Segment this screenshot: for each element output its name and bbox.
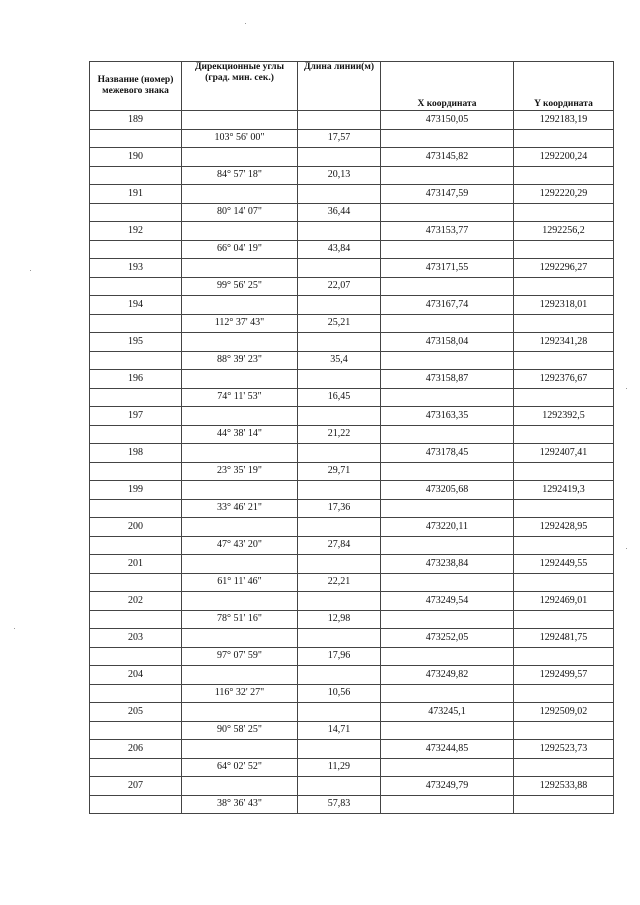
mark-name-cell: 193 <box>90 259 182 278</box>
x-coordinate-cell <box>381 795 514 814</box>
y-coordinate-cell <box>514 240 614 259</box>
x-coordinate-cell <box>381 425 514 444</box>
y-coordinate-cell <box>514 314 614 333</box>
mark-name-cell <box>90 203 182 222</box>
line-length-cell <box>298 407 381 426</box>
line-length-cell: 57,83 <box>298 795 381 814</box>
table-row <box>90 111 614 130</box>
x-coordinate-cell: 473145,82 <box>381 148 514 167</box>
direction-angle-cell <box>182 592 298 611</box>
table-row <box>90 462 614 481</box>
direction-angle-cell: 38° 36' 43" <box>182 795 298 814</box>
direction-angle-cell <box>182 296 298 315</box>
y-coordinate-cell: 1292533,88 <box>514 777 614 796</box>
x-coordinate-cell <box>381 758 514 777</box>
table-row <box>90 129 614 148</box>
table-row <box>90 777 614 796</box>
x-coordinate-cell <box>381 240 514 259</box>
table-row <box>90 610 614 629</box>
direction-angle-cell <box>182 333 298 352</box>
direction-angle-cell: 61° 11' 46" <box>182 573 298 592</box>
line-length-cell: 20,13 <box>298 166 381 185</box>
line-length-cell <box>298 666 381 685</box>
table-row <box>90 259 614 278</box>
y-coordinate-cell <box>514 129 614 148</box>
x-coordinate-cell <box>381 462 514 481</box>
x-coordinate-cell <box>381 129 514 148</box>
table-row <box>90 314 614 333</box>
x-coordinate-cell <box>381 573 514 592</box>
direction-angle-cell: 84° 57' 18" <box>182 166 298 185</box>
table-body <box>90 111 614 814</box>
y-coordinate-cell <box>514 647 614 666</box>
y-coordinate-cell: 1292376,67 <box>514 370 614 389</box>
direction-angle-cell <box>182 481 298 500</box>
mark-name-cell <box>90 795 182 814</box>
direction-angle-cell: 116° 32' 27" <box>182 684 298 703</box>
x-coordinate-cell <box>381 351 514 370</box>
header-y-coordinate: Y координата <box>514 62 614 111</box>
x-coordinate-cell: 473249,79 <box>381 777 514 796</box>
x-coordinate-cell: 473245,1 <box>381 703 514 722</box>
line-length-cell <box>298 592 381 611</box>
direction-angle-cell <box>182 259 298 278</box>
direction-angle-cell <box>182 555 298 574</box>
x-coordinate-cell: 473147,59 <box>381 185 514 204</box>
y-coordinate-cell <box>514 425 614 444</box>
mark-name-cell: 196 <box>90 370 182 389</box>
table-row <box>90 388 614 407</box>
y-coordinate-cell: 1292419,3 <box>514 481 614 500</box>
table-row <box>90 703 614 722</box>
line-length-cell: 35,4 <box>298 351 381 370</box>
mark-name-cell: 206 <box>90 740 182 759</box>
line-length-cell: 43,84 <box>298 240 381 259</box>
y-coordinate-cell <box>514 277 614 296</box>
header-boundary-mark-name: Название (номер) межевого знака <box>90 62 182 111</box>
direction-angle-cell: 88° 39' 23" <box>182 351 298 370</box>
mark-name-cell <box>90 499 182 518</box>
x-coordinate-cell: 473178,45 <box>381 444 514 463</box>
x-coordinate-cell <box>381 203 514 222</box>
direction-angle-cell: 33° 46' 21" <box>182 499 298 518</box>
line-length-cell: 17,57 <box>298 129 381 148</box>
line-length-cell <box>298 481 381 500</box>
direction-angle-cell: 78° 51' 16" <box>182 610 298 629</box>
line-length-cell <box>298 629 381 648</box>
direction-angle-cell: 64° 02' 52" <box>182 758 298 777</box>
line-length-cell: 25,21 <box>298 314 381 333</box>
x-coordinate-cell: 473249,82 <box>381 666 514 685</box>
line-length-cell: 29,71 <box>298 462 381 481</box>
scan-speck <box>626 548 627 549</box>
table-header-row <box>90 62 614 111</box>
mark-name-cell: 195 <box>90 333 182 352</box>
y-coordinate-cell: 1292407,41 <box>514 444 614 463</box>
direction-angle-cell <box>182 370 298 389</box>
y-coordinate-cell: 1292481,75 <box>514 629 614 648</box>
y-coordinate-cell <box>514 166 614 185</box>
y-coordinate-cell: 1292499,57 <box>514 666 614 685</box>
y-coordinate-cell <box>514 203 614 222</box>
line-length-cell <box>298 185 381 204</box>
line-length-cell <box>298 148 381 167</box>
line-length-cell: 10,56 <box>298 684 381 703</box>
y-coordinate-cell <box>514 610 614 629</box>
table-row <box>90 481 614 500</box>
line-length-cell: 16,45 <box>298 388 381 407</box>
table-row <box>90 370 614 389</box>
mark-name-cell <box>90 166 182 185</box>
line-length-cell: 14,71 <box>298 721 381 740</box>
x-coordinate-cell <box>381 166 514 185</box>
mark-name-cell: 191 <box>90 185 182 204</box>
direction-angle-cell <box>182 407 298 426</box>
table-row <box>90 629 614 648</box>
x-coordinate-cell: 473171,55 <box>381 259 514 278</box>
table-row <box>90 592 614 611</box>
direction-angle-cell: 99° 56' 25" <box>182 277 298 296</box>
table-row <box>90 499 614 518</box>
line-length-cell: 22,21 <box>298 573 381 592</box>
x-coordinate-cell <box>381 721 514 740</box>
direction-angle-cell <box>182 185 298 204</box>
line-length-cell <box>298 518 381 537</box>
direction-angle-cell: 80° 14' 07" <box>182 203 298 222</box>
direction-angle-cell: 66° 04' 19" <box>182 240 298 259</box>
mark-name-cell: 202 <box>90 592 182 611</box>
mark-name-cell <box>90 610 182 629</box>
y-coordinate-cell: 1292296,27 <box>514 259 614 278</box>
table-row <box>90 758 614 777</box>
x-coordinate-cell: 473163,35 <box>381 407 514 426</box>
mark-name-cell: 203 <box>90 629 182 648</box>
y-coordinate-cell: 1292469,01 <box>514 592 614 611</box>
direction-angle-cell: 112° 37' 43" <box>182 314 298 333</box>
table-row <box>90 647 614 666</box>
table-row <box>90 222 614 241</box>
x-coordinate-cell: 473150,05 <box>381 111 514 130</box>
line-length-cell <box>298 222 381 241</box>
direction-angle-cell: 103° 56' 00" <box>182 129 298 148</box>
line-length-cell <box>298 370 381 389</box>
direction-angle-cell: 97° 07' 59" <box>182 647 298 666</box>
table-row <box>90 407 614 426</box>
table-row <box>90 555 614 574</box>
mark-name-cell <box>90 758 182 777</box>
direction-angle-cell: 44° 38' 14" <box>182 425 298 444</box>
x-coordinate-cell: 473244,85 <box>381 740 514 759</box>
line-length-cell <box>298 296 381 315</box>
table-row <box>90 333 614 352</box>
y-coordinate-cell <box>514 758 614 777</box>
x-coordinate-cell <box>381 314 514 333</box>
x-coordinate-cell <box>381 277 514 296</box>
line-length-cell <box>298 777 381 796</box>
direction-angle-cell <box>182 703 298 722</box>
mark-name-cell <box>90 721 182 740</box>
x-coordinate-cell: 473205,68 <box>381 481 514 500</box>
x-coordinate-cell: 473167,74 <box>381 296 514 315</box>
y-coordinate-cell: 1292341,28 <box>514 333 614 352</box>
mark-name-cell <box>90 425 182 444</box>
table-row <box>90 203 614 222</box>
mark-name-cell <box>90 536 182 555</box>
direction-angle-cell: 47° 43' 20" <box>182 536 298 555</box>
mark-name-cell: 207 <box>90 777 182 796</box>
y-coordinate-cell: 1292523,73 <box>514 740 614 759</box>
direction-angle-cell: 23° 35' 19" <box>182 462 298 481</box>
table-row <box>90 740 614 759</box>
y-coordinate-cell <box>514 536 614 555</box>
x-coordinate-cell <box>381 610 514 629</box>
mark-name-cell: 201 <box>90 555 182 574</box>
direction-angle-cell <box>182 444 298 463</box>
x-coordinate-cell <box>381 684 514 703</box>
y-coordinate-cell: 1292392,5 <box>514 407 614 426</box>
line-length-cell: 21,22 <box>298 425 381 444</box>
mark-name-cell <box>90 647 182 666</box>
line-length-cell <box>298 333 381 352</box>
mark-name-cell <box>90 129 182 148</box>
table-row <box>90 721 614 740</box>
table-row <box>90 684 614 703</box>
y-coordinate-cell <box>514 684 614 703</box>
direction-angle-cell <box>182 777 298 796</box>
y-coordinate-cell <box>514 795 614 814</box>
x-coordinate-cell: 473158,04 <box>381 333 514 352</box>
line-length-cell: 36,44 <box>298 203 381 222</box>
table-row <box>90 185 614 204</box>
y-coordinate-cell: 1292428,95 <box>514 518 614 537</box>
line-length-cell: 22,07 <box>298 277 381 296</box>
line-length-cell <box>298 259 381 278</box>
table-row <box>90 666 614 685</box>
line-length-cell <box>298 555 381 574</box>
direction-angle-cell <box>182 222 298 241</box>
table-row <box>90 351 614 370</box>
mark-name-cell: 198 <box>90 444 182 463</box>
line-length-cell <box>298 444 381 463</box>
x-coordinate-cell: 473220,11 <box>381 518 514 537</box>
x-coordinate-cell <box>381 499 514 518</box>
table-row <box>90 240 614 259</box>
y-coordinate-cell <box>514 499 614 518</box>
y-coordinate-cell <box>514 573 614 592</box>
mark-name-cell <box>90 240 182 259</box>
mark-name-cell <box>90 462 182 481</box>
header-x-coordinate: X координата <box>381 62 514 111</box>
mark-name-cell: 189 <box>90 111 182 130</box>
x-coordinate-cell: 473238,84 <box>381 555 514 574</box>
direction-angle-cell <box>182 629 298 648</box>
mark-name-cell <box>90 388 182 407</box>
direction-angle-cell <box>182 740 298 759</box>
line-length-cell <box>298 111 381 130</box>
line-length-cell <box>298 703 381 722</box>
scan-speck <box>30 270 31 271</box>
scan-speck <box>14 628 15 629</box>
y-coordinate-cell: 1292256,2 <box>514 222 614 241</box>
y-coordinate-cell <box>514 388 614 407</box>
mark-name-cell: 199 <box>90 481 182 500</box>
header-direction-angle: Дирекционные углы (град. мин. сек.) <box>182 62 298 111</box>
direction-angle-cell <box>182 148 298 167</box>
table-row <box>90 536 614 555</box>
x-coordinate-cell: 473252,05 <box>381 629 514 648</box>
mark-name-cell <box>90 684 182 703</box>
y-coordinate-cell: 1292183,19 <box>514 111 614 130</box>
mark-name-cell <box>90 351 182 370</box>
x-coordinate-cell <box>381 388 514 407</box>
table-row <box>90 795 614 814</box>
x-coordinate-cell <box>381 536 514 555</box>
table-row <box>90 166 614 185</box>
y-coordinate-cell: 1292318,01 <box>514 296 614 315</box>
direction-angle-cell: 74° 11' 53" <box>182 388 298 407</box>
y-coordinate-cell: 1292449,55 <box>514 555 614 574</box>
y-coordinate-cell <box>514 721 614 740</box>
mark-name-cell: 194 <box>90 296 182 315</box>
y-coordinate-cell: 1292509,02 <box>514 703 614 722</box>
scan-speck <box>245 23 246 24</box>
table-row <box>90 277 614 296</box>
table-row <box>90 296 614 315</box>
y-coordinate-cell: 1292220,29 <box>514 185 614 204</box>
mark-name-cell: 200 <box>90 518 182 537</box>
x-coordinate-cell: 473249,54 <box>381 592 514 611</box>
mark-name-cell: 197 <box>90 407 182 426</box>
table-row <box>90 425 614 444</box>
line-length-cell: 17,36 <box>298 499 381 518</box>
table-row <box>90 518 614 537</box>
direction-angle-cell: 90° 58' 25" <box>182 721 298 740</box>
table-row <box>90 573 614 592</box>
scan-speck <box>626 388 627 389</box>
y-coordinate-cell <box>514 351 614 370</box>
header-line-length: Длина линии(м) <box>298 62 381 111</box>
mark-name-cell: 192 <box>90 222 182 241</box>
y-coordinate-cell: 1292200,24 <box>514 148 614 167</box>
line-length-cell: 12,98 <box>298 610 381 629</box>
coordinates-table <box>89 61 614 814</box>
mark-name-cell <box>90 277 182 296</box>
table-row <box>90 444 614 463</box>
direction-angle-cell <box>182 111 298 130</box>
line-length-cell: 27,84 <box>298 536 381 555</box>
y-coordinate-cell <box>514 462 614 481</box>
mark-name-cell <box>90 573 182 592</box>
line-length-cell: 11,29 <box>298 758 381 777</box>
direction-angle-cell <box>182 518 298 537</box>
mark-name-cell: 205 <box>90 703 182 722</box>
x-coordinate-cell <box>381 647 514 666</box>
mark-name-cell: 204 <box>90 666 182 685</box>
x-coordinate-cell: 473158,87 <box>381 370 514 389</box>
x-coordinate-cell: 473153,77 <box>381 222 514 241</box>
mark-name-cell <box>90 314 182 333</box>
line-length-cell <box>298 740 381 759</box>
mark-name-cell: 190 <box>90 148 182 167</box>
direction-angle-cell <box>182 666 298 685</box>
table-row <box>90 148 614 167</box>
line-length-cell: 17,96 <box>298 647 381 666</box>
